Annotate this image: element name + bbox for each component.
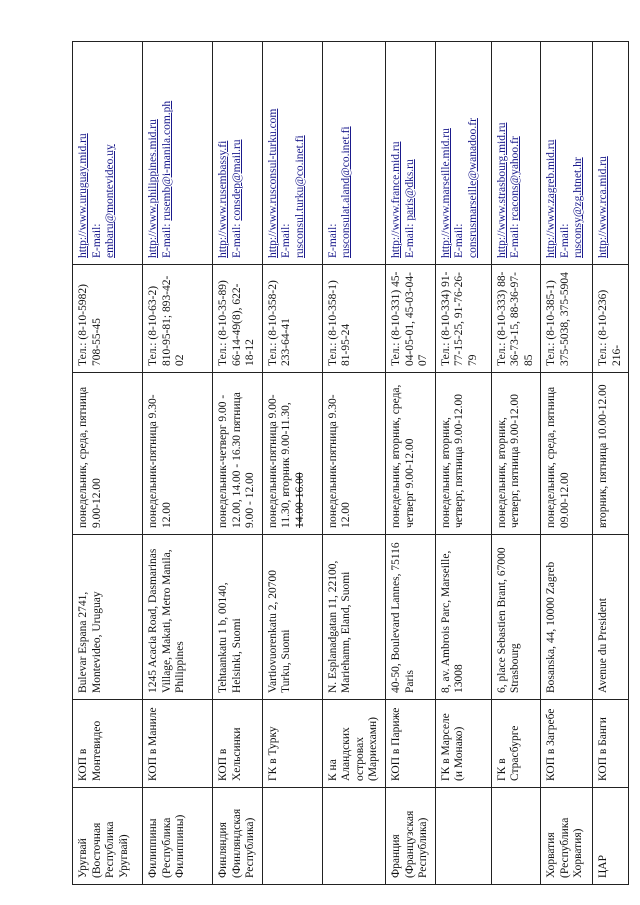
contacts-cell: [435, 42, 491, 265]
office-cell: ГК в Страсбурге: [491, 700, 541, 788]
phone-cell: Тел.: (8-10-63-2) 810-95-81; 893-42-02: [143, 265, 213, 373]
phone-cell: Тел.: (8-10-334) 91-77-15-25, 91-76-26-79: [435, 265, 491, 373]
address-cell: Tehtaankatu 1 b, 00140, Helsinki, Suomi: [213, 535, 263, 700]
phone-cell: Тел.: (8-10-331) 45-04-05-01, 45-03-04-07: [385, 265, 435, 373]
hours-text: понедельник, среда, пятница 09.00-12.00: [545, 386, 571, 528]
hours-cell: [73, 373, 143, 535]
website-link[interactable]: http://www.france.mid.ru: [389, 141, 402, 258]
consular-offices-table: [72, 41, 629, 885]
address-cell: Avenue du President: [593, 535, 629, 700]
website-link[interactable]: http://www.rusconsul-turku.com: [266, 108, 279, 258]
website-link[interactable]: http://www.rca.mid.ru: [597, 156, 610, 258]
table-row: [322, 42, 385, 885]
email-label: E-mail:: [403, 223, 416, 258]
email-link[interactable]: consdep@mail.ru: [230, 139, 243, 221]
hours-struck-text: 14.00-16.00: [293, 472, 306, 528]
address-cell: Bulevar Espana 2741, Montevideo, Uruguay: [73, 535, 143, 700]
email-link[interactable]: embaru@montevideo.uy: [104, 144, 117, 258]
country-cell: Филиппины (Республика Филиппины): [143, 788, 213, 885]
email-label: E-mail:: [230, 223, 243, 258]
contacts-cell: [262, 42, 322, 265]
contacts-cell: [143, 42, 213, 265]
office-cell: КОП в Хельсинки: [213, 700, 263, 788]
phone-cell: Тел.: (8-10-5982) 708-55-45: [73, 265, 143, 373]
contacts-cell: [491, 42, 541, 265]
hours-text: понедельник, вторник, четверг, пятница 9.00-12.00: [495, 393, 522, 528]
office-cell: КОП в Монтевидео: [73, 700, 143, 788]
hours-cell: [385, 373, 435, 535]
table-row: [73, 42, 143, 885]
email-label: E-mail:: [558, 223, 571, 258]
address-cell: 1245 Acacia Road, Dasmarinas Village, Makati, Metro Manila, Philippines: [143, 535, 213, 700]
website-link[interactable]: http://www.philippines.mid.ru: [147, 119, 159, 258]
email-label: E-mail:: [509, 223, 522, 258]
email-link[interactable]: rcacons@yahoo.fr: [509, 136, 522, 221]
hours-text: понедельник-четверг 9.00 - 12.00, 14.00 - 16.30 пятница 9.00 - 12.00: [217, 392, 257, 528]
phone-cell: Тел.: (8-10-333) 88-36-73-15, 88-36-97-85: [491, 265, 541, 373]
hours-text: понедельник-пятница 9.00-11.30, вторник 9.00-11.30,: [266, 394, 293, 528]
address-cell: Vartiovuorenkatu 2, 20700 Turku, Suomi: [262, 535, 322, 700]
website-link[interactable]: http://www.zagreb.mid.ru: [545, 139, 558, 258]
hours-cell: [143, 373, 213, 535]
hours-text: понедельник, вторник, среда, четверг 9.00-12.00: [389, 384, 416, 528]
hours-cell: [541, 373, 593, 535]
country-cell: Франция (Французская Республика): [385, 788, 435, 885]
email-link[interactable]: rusemb@i-manila.com.ph: [160, 100, 173, 221]
website-link[interactable]: http://www.strasbourg.mid.ru: [495, 122, 508, 258]
contacts-cell: [385, 42, 435, 265]
hours-cell: [213, 373, 263, 535]
table-row: [213, 42, 263, 885]
contacts-cell: [322, 42, 385, 265]
email-link[interactable]: rusconsul.turku@co.inet.fi: [293, 135, 306, 258]
table-row: [385, 42, 435, 885]
website-link[interactable]: http://www.uruguay.mid.ru: [77, 133, 89, 258]
hours-cell: [593, 373, 629, 535]
email-link[interactable]: paris@dks.ru: [403, 159, 416, 221]
hours-cell: [435, 373, 491, 535]
email-link[interactable]: rusconsulat.aland@co.inet.fi: [340, 126, 353, 258]
address-cell: N. Esplanadgatan 11, 22100, Mariehamn, Eland, Suomi: [322, 535, 385, 700]
office-cell: КОП в Париже: [385, 700, 435, 788]
email-label: E-mail:: [280, 223, 293, 258]
phone-cell: Тел.: (8-10-35-89) 66-14-49(8), 622-18-12: [213, 265, 263, 373]
hours-text: понедельник, среда, пятница 9.00-12.00: [77, 386, 103, 528]
email-link[interactable]: rusconsy@zg.htnet.hr: [572, 157, 585, 258]
email-label: E-mail:: [326, 223, 339, 258]
office-cell: ГК в Турку: [262, 700, 322, 788]
country-cell: [322, 788, 385, 885]
table-row: [262, 42, 322, 885]
country-cell: [491, 788, 541, 885]
hours-cell: [322, 373, 385, 535]
hours-text: понедельник-пятница 9.30-12.00: [147, 394, 173, 528]
phone-cell: Тел.: (8-10-236) 216-: [593, 265, 629, 373]
table-row: [491, 42, 541, 885]
table-row: [593, 42, 629, 885]
hours-text: понедельник, вторник, четверг, пятница 9.00-12.00: [439, 393, 466, 528]
email-label: E-mail:: [453, 223, 466, 258]
address-cell: Bosanska, 44, 10000 Zagreb: [541, 535, 593, 700]
office-cell: КОП в Банги: [593, 700, 629, 788]
address-cell: 8, av. Ambrois Parc, Marseille, 13008: [435, 535, 491, 700]
contacts-cell: [541, 42, 593, 265]
office-cell: К на Аландских островах (Мариехамн): [322, 700, 385, 788]
country-cell: [262, 788, 322, 885]
country-cell: Хорватия (Республика Хорватия): [541, 788, 593, 885]
website-link[interactable]: http://www.marseille.mid.ru: [439, 128, 452, 258]
email-label: E-mail:: [160, 223, 173, 258]
contacts-cell: [73, 42, 143, 265]
country-cell: [435, 788, 491, 885]
phone-cell: Тел.: (8-10-358-1) 81-95-24: [322, 265, 385, 373]
email-label: E-mail:: [90, 223, 103, 258]
office-cell: КОП в Загребе: [541, 700, 593, 788]
address-cell: 40-50, Boulevard Lannes, 75116 Paris: [385, 535, 435, 700]
table-row: [435, 42, 491, 885]
table-row: [143, 42, 213, 885]
table-row: [541, 42, 593, 885]
address-cell: 6, place Sebastien Brant, 67000 Strasbourg: [491, 535, 541, 700]
office-cell: ГК в Марселе (и Монако): [435, 700, 491, 788]
country-cell: Финляндия (Финляндская Республика): [213, 788, 263, 885]
contacts-cell: [593, 42, 629, 265]
hours-text: вторник, пятница 10.00-12.00: [597, 384, 610, 528]
country-cell: ЦАР: [593, 788, 629, 885]
contacts-cell: [213, 42, 263, 265]
hours-cell: [262, 373, 322, 535]
office-cell: КОП в Маниле: [143, 700, 213, 788]
phone-cell: Тел.: (8-10-358-2) 233-64-41: [262, 265, 322, 373]
email-link[interactable]: consrusmarseille@wanadoo.fr: [466, 118, 479, 258]
hours-text: понедельник-пятница 9.30-12.00: [326, 394, 353, 528]
website-link[interactable]: http://www.rusembassy.fi: [217, 140, 229, 258]
hours-cell: [491, 373, 541, 535]
phone-cell: Тел.: (8-10-385-1) 375-5038, 375-5904: [541, 265, 593, 373]
country-cell: Уругвай (Восточная Республика Уругвай): [73, 788, 143, 885]
